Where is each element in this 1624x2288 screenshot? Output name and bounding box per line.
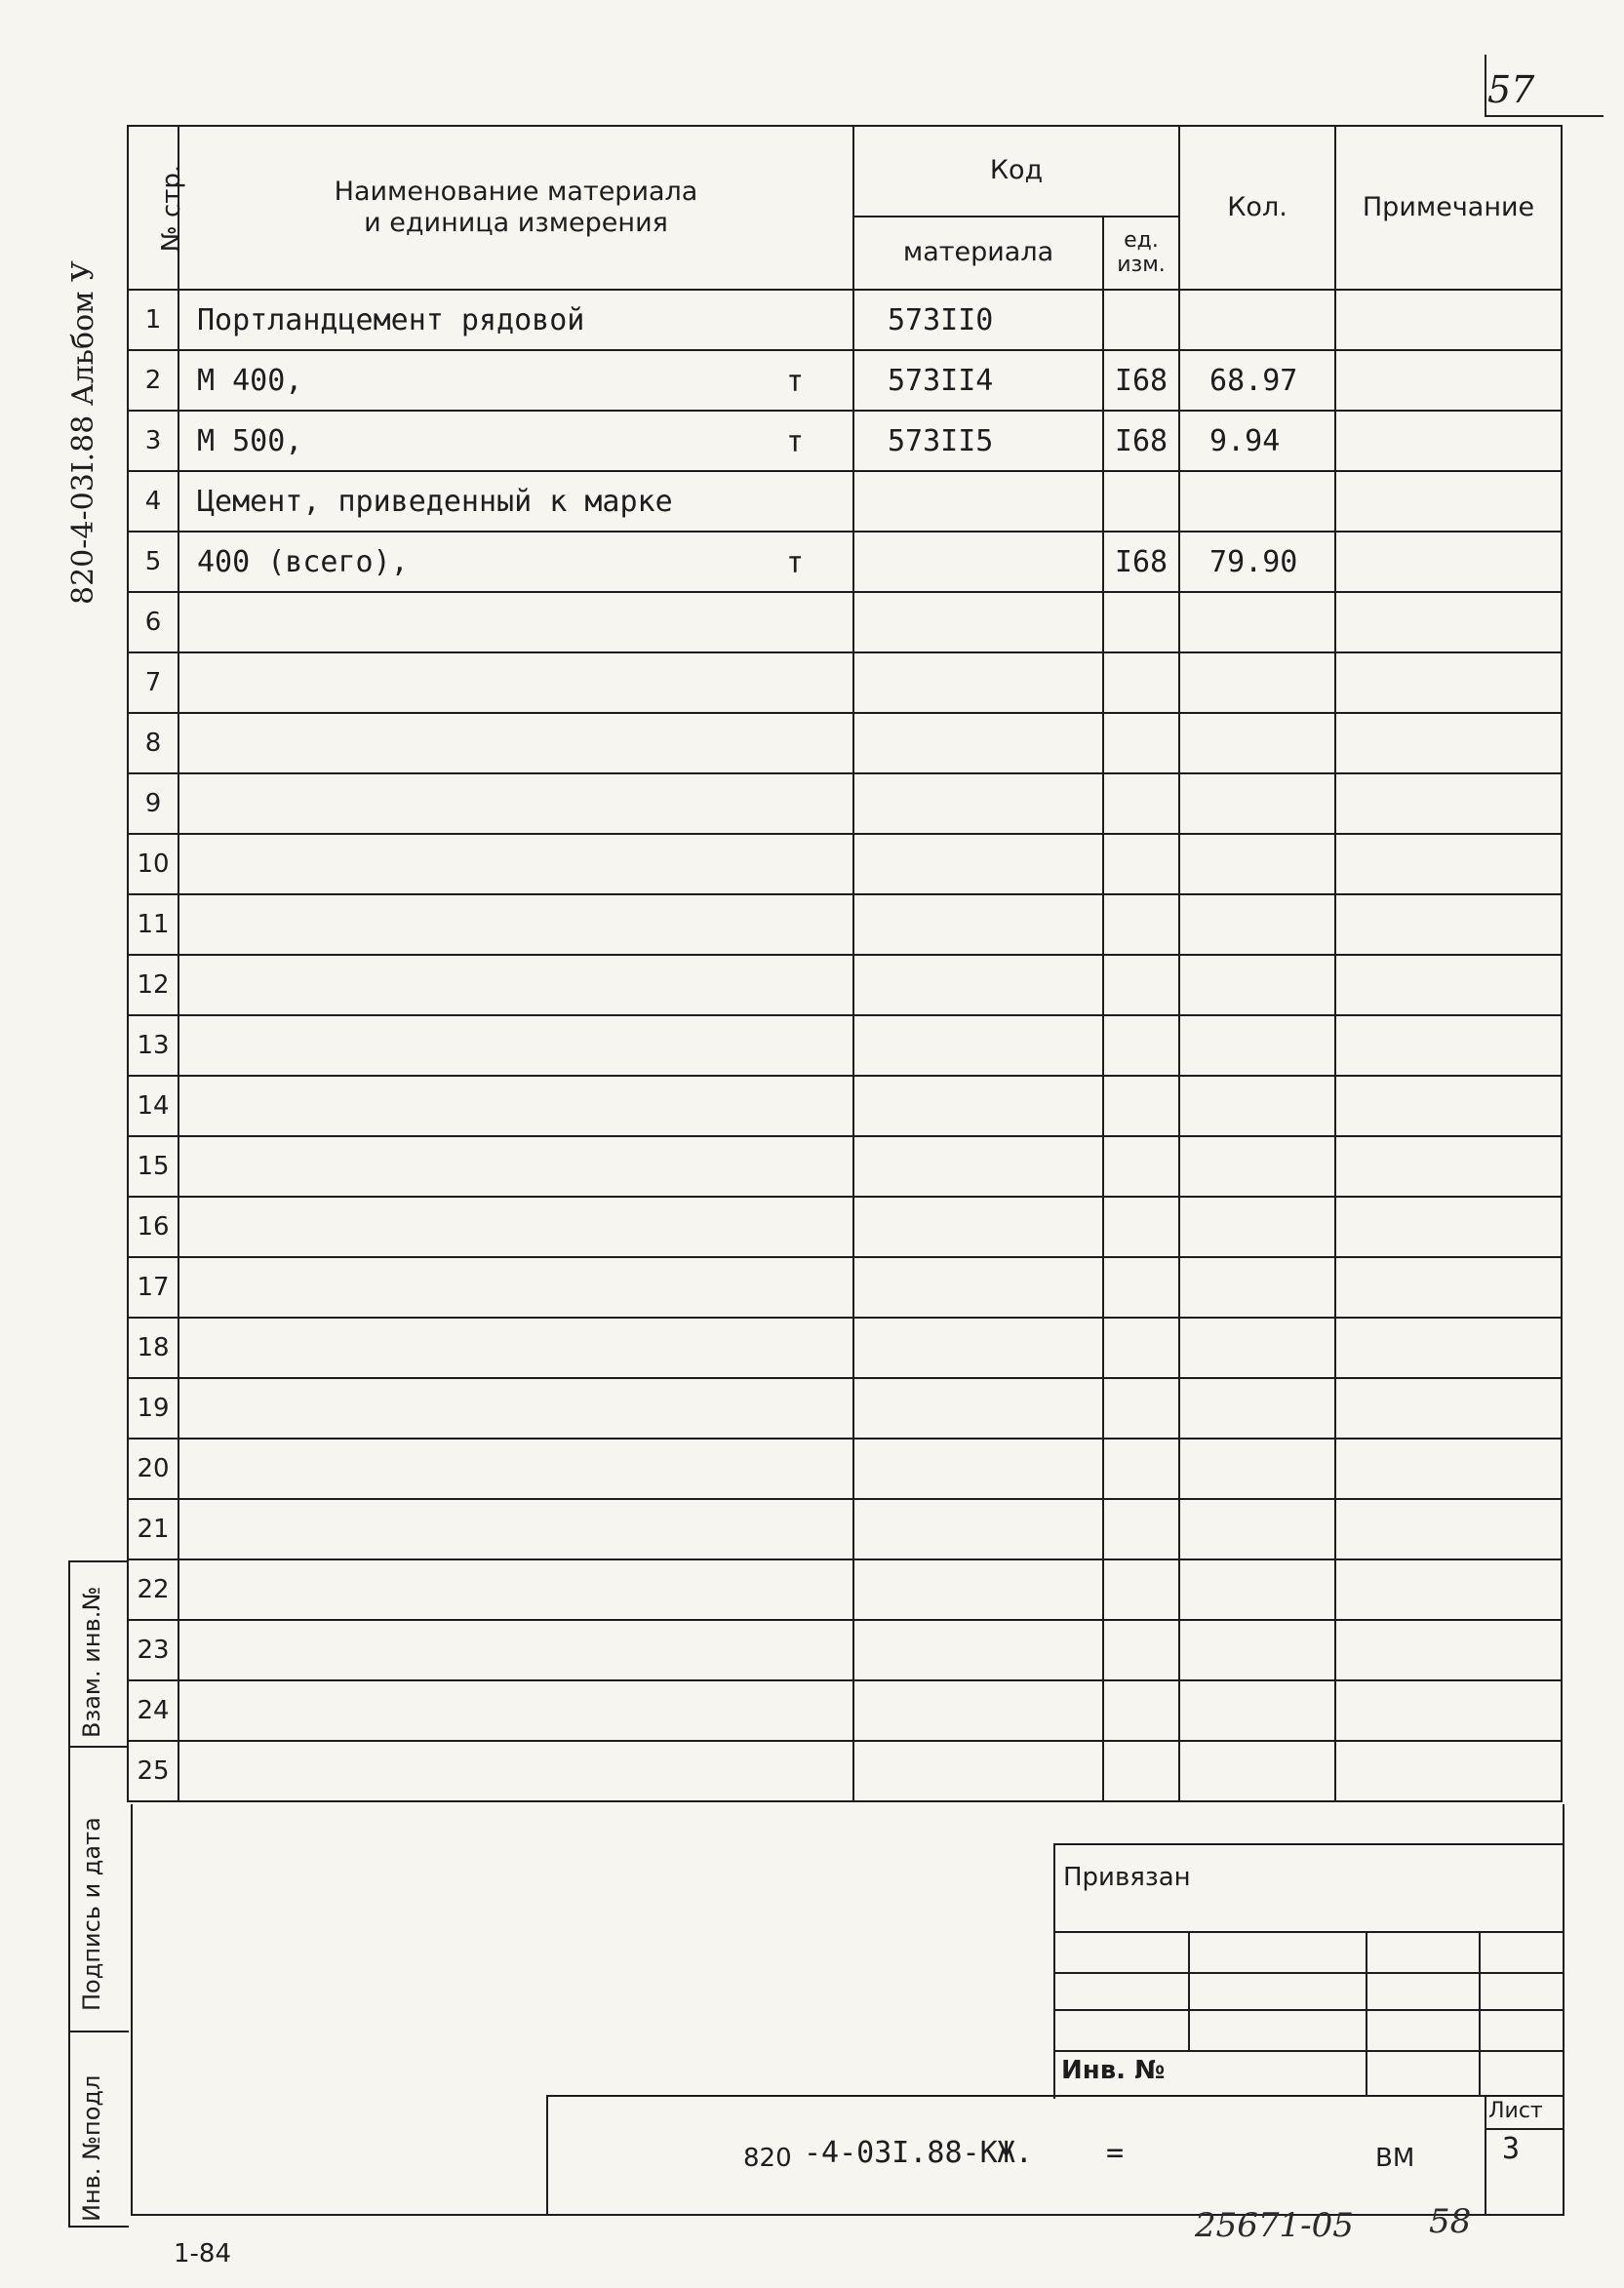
unit-code — [1103, 1680, 1179, 1741]
quantity: 79.90 — [1179, 532, 1335, 592]
table-row — [128, 471, 1562, 532]
material-name-text: Портландцемент рядовой — [197, 302, 585, 337]
header-code: Код — [853, 126, 1179, 217]
row-number: 8 — [128, 713, 178, 773]
row-number: 20 — [128, 1439, 178, 1499]
table-row — [128, 1559, 1562, 1620]
quantity — [1179, 1136, 1335, 1197]
unit-code — [1103, 1499, 1179, 1559]
note — [1335, 1136, 1562, 1197]
unit-code: I68 — [1103, 532, 1179, 592]
row-number: 11 — [128, 894, 178, 955]
unit-code — [1103, 894, 1179, 955]
unit-code — [1103, 1136, 1179, 1197]
table-row — [128, 1378, 1562, 1439]
quantity — [1179, 894, 1335, 955]
note — [1335, 894, 1562, 955]
doc-code-block — [546, 2095, 1563, 2216]
quantity: 68.97 — [1179, 350, 1335, 411]
sheet-number: 3 — [1502, 2132, 1521, 2166]
table-row — [128, 1257, 1562, 1318]
unit-mark: т — [785, 425, 804, 459]
table-row — [128, 955, 1562, 1015]
sheet-label: Лист — [1488, 2099, 1543, 2123]
bound-label: Привязан — [1063, 1863, 1191, 1892]
material-name — [178, 1076, 853, 1136]
page-number: 57 — [1487, 68, 1535, 111]
material-code — [853, 592, 1103, 652]
material-name — [178, 652, 853, 713]
material-name — [178, 592, 853, 652]
material-code — [853, 955, 1103, 1015]
header-qty: Кол. — [1179, 126, 1335, 290]
material-code — [853, 1741, 1103, 1801]
note — [1335, 411, 1562, 471]
table-row — [128, 1318, 1562, 1378]
quantity — [1179, 652, 1335, 713]
strip-label-signature: Подпись и дата — [78, 1817, 105, 2011]
material-name — [178, 532, 853, 592]
material-code — [853, 532, 1103, 592]
table-row — [128, 652, 1562, 713]
quantity — [1179, 773, 1335, 834]
strip-label-inventory: Инв. №подл — [78, 2074, 105, 2222]
table-row — [128, 290, 1562, 350]
material-name — [178, 1197, 853, 1257]
note — [1335, 1197, 1562, 1257]
row-number: 19 — [128, 1378, 178, 1439]
row-number: 7 — [128, 652, 178, 713]
material-name — [178, 955, 853, 1015]
doc-separator: = — [1106, 2136, 1125, 2170]
table-row — [128, 592, 1562, 652]
note — [1335, 1741, 1562, 1801]
quantity — [1179, 290, 1335, 350]
note — [1335, 652, 1562, 713]
table-row — [128, 1680, 1562, 1741]
table-row — [128, 773, 1562, 834]
row-number: 14 — [128, 1076, 178, 1136]
note — [1335, 1257, 1562, 1318]
page-number-frame — [1485, 55, 1486, 117]
material-code — [853, 1318, 1103, 1378]
quantity — [1179, 713, 1335, 773]
quantity: 9.94 — [1179, 411, 1335, 471]
unit-code — [1103, 290, 1179, 350]
unit-code — [1103, 1378, 1179, 1439]
material-code — [853, 1378, 1103, 1439]
unit-code: I68 — [1103, 411, 1179, 471]
quantity — [1179, 1499, 1335, 1559]
header-note: Примечание — [1335, 126, 1562, 290]
material-code — [853, 773, 1103, 834]
material-name — [178, 1680, 853, 1741]
material-name — [178, 1559, 853, 1620]
row-number: 22 — [128, 1559, 178, 1620]
unit-code — [1103, 834, 1179, 894]
unit-code: I68 — [1103, 350, 1179, 411]
material-code — [853, 1439, 1103, 1499]
table-row — [128, 532, 1562, 592]
quantity — [1179, 1257, 1335, 1318]
header-code-unit: ед. изм. — [1103, 217, 1179, 290]
material-code — [853, 1197, 1103, 1257]
note — [1335, 290, 1562, 350]
note — [1335, 1378, 1562, 1439]
row-number: 1 — [128, 290, 178, 350]
row-number: 18 — [128, 1318, 178, 1378]
quantity — [1179, 471, 1335, 532]
material-name — [178, 1378, 853, 1439]
material-name — [178, 1257, 853, 1318]
note — [1335, 1318, 1562, 1378]
unit-code — [1103, 1439, 1179, 1499]
note — [1335, 1499, 1562, 1559]
material-name — [178, 350, 853, 411]
material-code — [853, 1559, 1103, 1620]
handwritten-number-2: 58 — [1429, 2202, 1472, 2241]
table-row — [128, 713, 1562, 773]
unit-mark: т — [785, 546, 804, 580]
quantity — [1179, 1680, 1335, 1741]
material-code — [853, 1680, 1103, 1741]
table-row — [128, 834, 1562, 894]
bound-block — [1053, 1843, 1563, 2099]
material-name — [178, 713, 853, 773]
note — [1335, 1015, 1562, 1076]
material-name — [178, 834, 853, 894]
note — [1335, 1620, 1562, 1680]
unit-code — [1103, 773, 1179, 834]
material-code — [853, 894, 1103, 955]
material-name-text: М 400, — [197, 363, 303, 398]
table-row — [128, 1620, 1562, 1680]
table-row — [128, 894, 1562, 955]
table-row — [128, 411, 1562, 471]
quantity — [1179, 1620, 1335, 1680]
material-code: 573II0 — [853, 290, 1103, 350]
note — [1335, 1680, 1562, 1741]
table-row — [128, 1439, 1562, 1499]
material-name — [178, 1620, 853, 1680]
quantity — [1179, 1378, 1335, 1439]
left-strip — [68, 1560, 129, 2228]
quantity — [1179, 1015, 1335, 1076]
row-number: 21 — [128, 1499, 178, 1559]
material-name — [178, 1318, 853, 1378]
table-row — [128, 1197, 1562, 1257]
row-number: 17 — [128, 1257, 178, 1318]
unit-code — [1103, 1197, 1179, 1257]
table-row — [128, 350, 1562, 411]
material-code: 573II5 — [853, 411, 1103, 471]
row-number: 6 — [128, 592, 178, 652]
row-number: 24 — [128, 1680, 178, 1741]
doc-type: ВМ — [1375, 2144, 1415, 2173]
handwritten-number: 25671-05 — [1195, 2206, 1354, 2245]
strip-label-replace: Взам. инв.№ — [78, 1586, 105, 1738]
unit-code — [1103, 1318, 1179, 1378]
note — [1335, 1076, 1562, 1136]
material-name — [178, 290, 853, 350]
material-name — [178, 1741, 853, 1801]
page-number-underline — [1485, 115, 1604, 117]
material-name — [178, 894, 853, 955]
header-row-no: № стр. — [128, 126, 178, 290]
quantity — [1179, 1076, 1335, 1136]
quantity — [1179, 1197, 1335, 1257]
material-code — [853, 1136, 1103, 1197]
note — [1335, 350, 1562, 411]
header-name: Наименование материала и единица измерения — [178, 126, 853, 290]
material-code — [853, 1015, 1103, 1076]
note — [1335, 592, 1562, 652]
material-name — [178, 1439, 853, 1499]
material-name-text: Цемент, приведенный к марке — [197, 484, 673, 519]
quantity — [1179, 1741, 1335, 1801]
row-number: 2 — [128, 350, 178, 411]
row-number: 5 — [128, 532, 178, 592]
row-number: 3 — [128, 411, 178, 471]
note — [1335, 713, 1562, 773]
quantity — [1179, 834, 1335, 894]
row-number: 25 — [128, 1741, 178, 1801]
row-number: 16 — [128, 1197, 178, 1257]
material-name — [178, 1015, 853, 1076]
unit-mark: т — [785, 365, 804, 399]
unit-code — [1103, 652, 1179, 713]
side-code: 820-4-03I.88 Альбом У — [66, 260, 100, 605]
material-code — [853, 471, 1103, 532]
doc-prefix: 820 — [743, 2144, 792, 2173]
note — [1335, 773, 1562, 834]
material-name — [178, 411, 853, 471]
unit-code — [1103, 592, 1179, 652]
material-code — [853, 652, 1103, 713]
table-row — [128, 1741, 1562, 1801]
row-number: 4 — [128, 471, 178, 532]
material-code — [853, 834, 1103, 894]
row-number: 12 — [128, 955, 178, 1015]
material-code — [853, 1076, 1103, 1136]
print-code: 1-84 — [174, 2239, 232, 2268]
side-code-container — [66, 137, 105, 605]
material-name — [178, 773, 853, 834]
material-name-text: 400 (всего), — [197, 544, 409, 579]
row-number: 13 — [128, 1015, 178, 1076]
quantity — [1179, 955, 1335, 1015]
material-code — [853, 713, 1103, 773]
header-code-material: материала — [853, 217, 1103, 290]
material-code — [853, 1620, 1103, 1680]
note — [1335, 532, 1562, 592]
quantity — [1179, 1439, 1335, 1499]
row-number: 23 — [128, 1620, 178, 1680]
table-row — [128, 1136, 1562, 1197]
unit-code — [1103, 1076, 1179, 1136]
quantity — [1179, 1318, 1335, 1378]
table-row — [128, 1499, 1562, 1559]
material-name — [178, 1136, 853, 1197]
unit-code — [1103, 1015, 1179, 1076]
material-name — [178, 1499, 853, 1559]
note — [1335, 1559, 1562, 1620]
row-number: 10 — [128, 834, 178, 894]
unit-code — [1103, 1620, 1179, 1680]
quantity — [1179, 1559, 1335, 1620]
unit-code — [1103, 955, 1179, 1015]
note — [1335, 471, 1562, 532]
note — [1335, 834, 1562, 894]
inv-no-label: Инв. № — [1061, 2056, 1166, 2085]
unit-code — [1103, 1559, 1179, 1620]
row-number: 9 — [128, 773, 178, 834]
material-code — [853, 1499, 1103, 1559]
material-code: 573II4 — [853, 350, 1103, 411]
doc-code: -4-03I.88-КЖ. — [804, 2136, 1033, 2170]
material-code — [853, 1257, 1103, 1318]
material-name-text: М 500, — [197, 423, 303, 458]
unit-code — [1103, 1741, 1179, 1801]
unit-code — [1103, 1257, 1179, 1318]
unit-code — [1103, 471, 1179, 532]
quantity — [1179, 592, 1335, 652]
note — [1335, 955, 1562, 1015]
table-row — [128, 1015, 1562, 1076]
note — [1335, 1439, 1562, 1499]
material-name — [178, 471, 853, 532]
materials-table — [127, 125, 1563, 1802]
table-row — [128, 1076, 1562, 1136]
unit-code — [1103, 713, 1179, 773]
row-number: 15 — [128, 1136, 178, 1197]
